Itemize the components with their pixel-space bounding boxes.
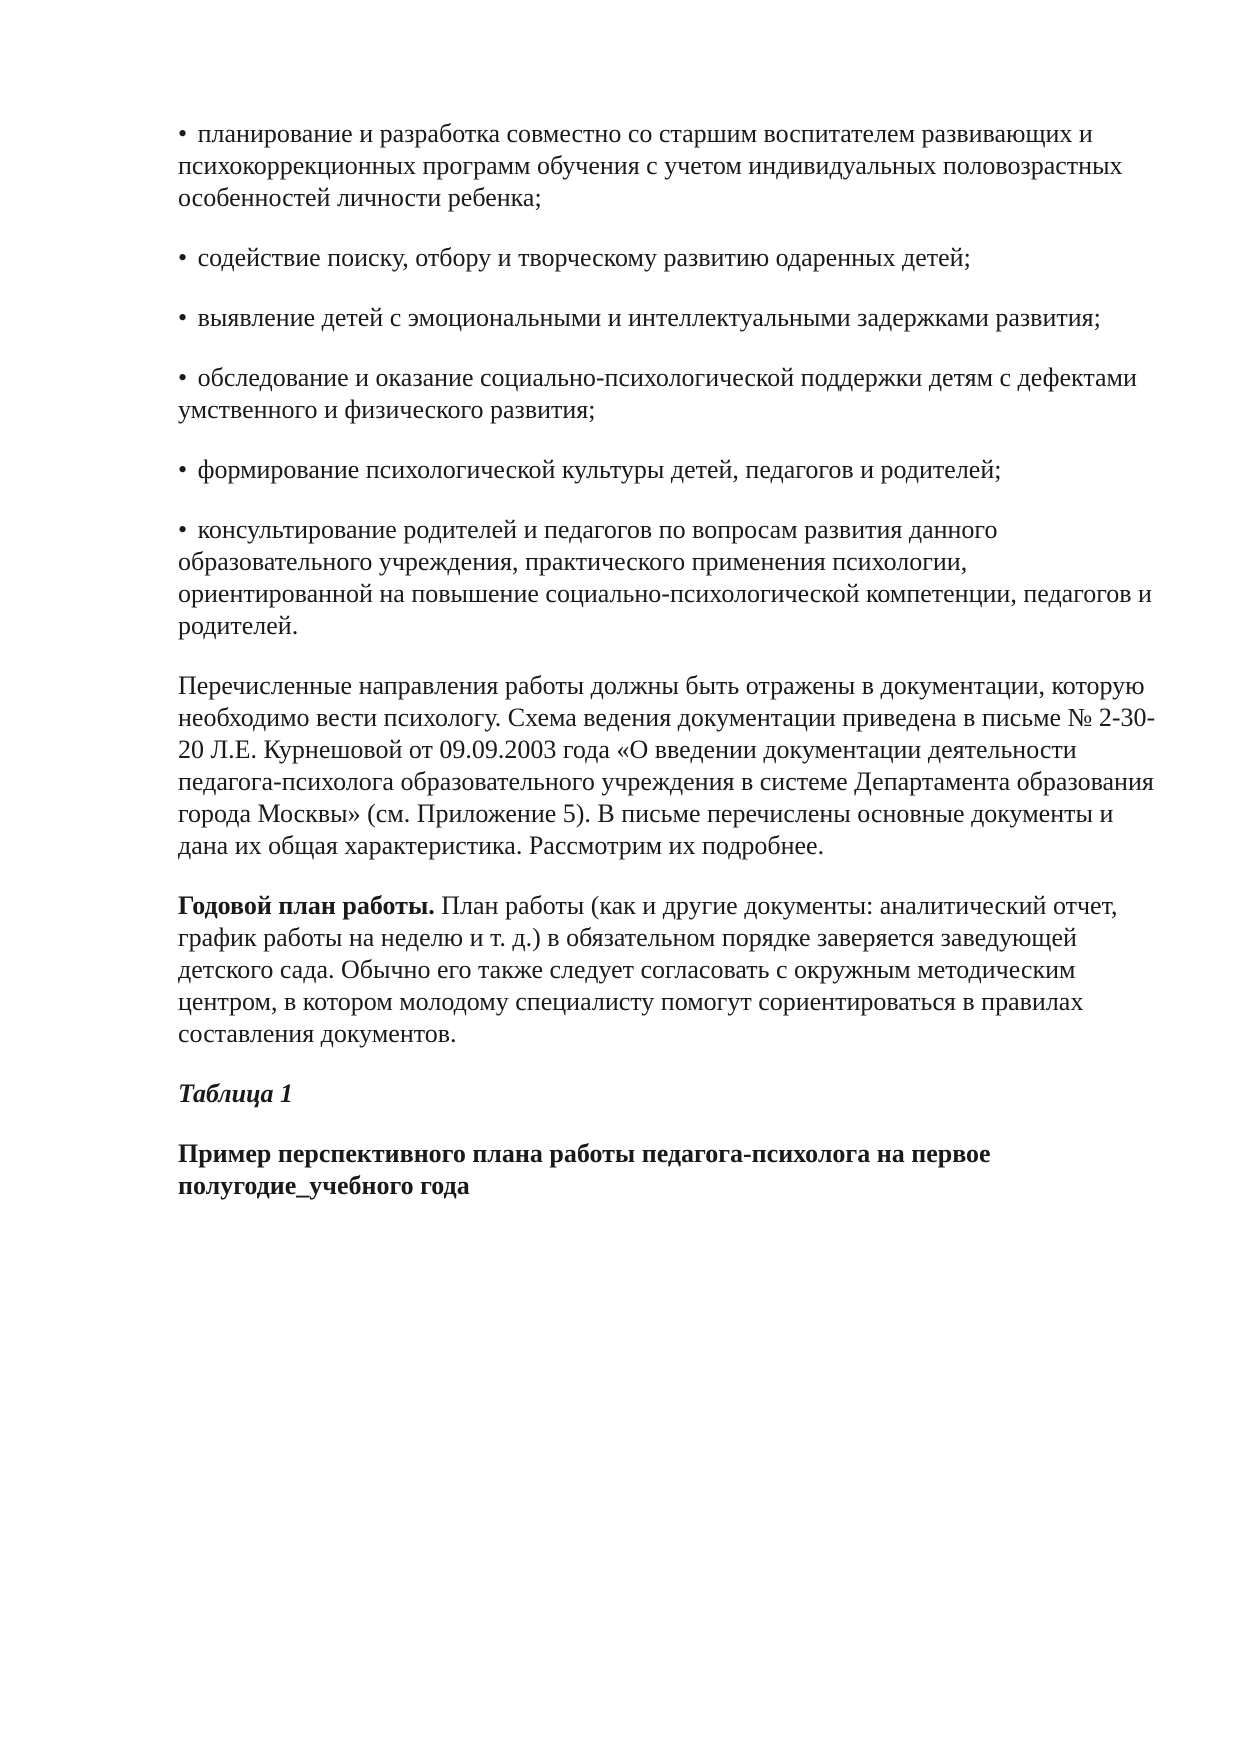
bullet-icon: • <box>178 455 188 484</box>
list-item <box>178 118 1163 214</box>
annual-plan-paragraph <box>178 890 1163 1050</box>
list-item-text: формирование психологической культуры детей, педагогов и родителей; <box>197 455 1002 484</box>
table-caption: Таблица 1 <box>178 1079 294 1108</box>
document-page <box>178 118 1163 1202</box>
bullet-icon: • <box>178 303 188 332</box>
list-item-text: содействие поиску, отбору и творческому развитию одаренных детей; <box>197 243 971 272</box>
documentation-paragraph: Перечисленные направления работы должны быть отражены в документации, которую необходимо вести психологу. Схема ведения документации приведена в письме № 2-30-20 Л.Е. Курнешовой от 09.09.2003 года «О введении документации деятельности педагога-психолога образовательного учреждения в системе Департамента образования города Москвы» (см. Приложение 5). В письме перечислены основные документы и дана их общая характеристика. Рассмотрим их подробнее. <box>178 671 1156 860</box>
annual-plan-text: План работы (как и другие документы: аналитический отчет, график работы на неделю и т. д.) в обязательном порядке заверяется заведующей детского сада. Обычно его также следует согласовать с окружным методическим центром, в котором молодому специалисту помогут сориентироваться в правилах составления документов. <box>178 891 1118 1048</box>
bullet-icon: • <box>178 515 188 544</box>
bullet-icon: • <box>178 119 188 148</box>
list-item-text: обследование и оказание социально-психологической поддержки детям с дефектами умственного и физического развития; <box>178 363 1137 424</box>
bullet-icon: • <box>178 363 188 392</box>
annual-plan-heading: Годовой план работы. <box>178 891 435 920</box>
list-item-text: консультирование родителей и педагогов по вопросам развития данного образовательного учреждения, практического применения психологии, ориентированной на повышение социально-психологической компетенции, педагогов и родителей. <box>178 515 1152 640</box>
list-item <box>178 514 1163 642</box>
bullet-icon: • <box>178 243 188 272</box>
list-item <box>178 302 1163 334</box>
table-title: Пример перспективного плана работы педагога-психолога на первое полугодие_учебного года <box>178 1139 991 1200</box>
list-item <box>178 242 1163 274</box>
list-item-text: выявление детей с эмоциональными и интеллектуальными задержками развития; <box>197 303 1101 332</box>
list-item <box>178 454 1163 486</box>
list-item <box>178 362 1163 426</box>
list-item-text: планирование и разработка совместно со старшим воспитателем развивающих и психокоррекционных программ обучения с учетом индивидуальных половозрастных особенностей личности ребенка; <box>178 119 1123 212</box>
